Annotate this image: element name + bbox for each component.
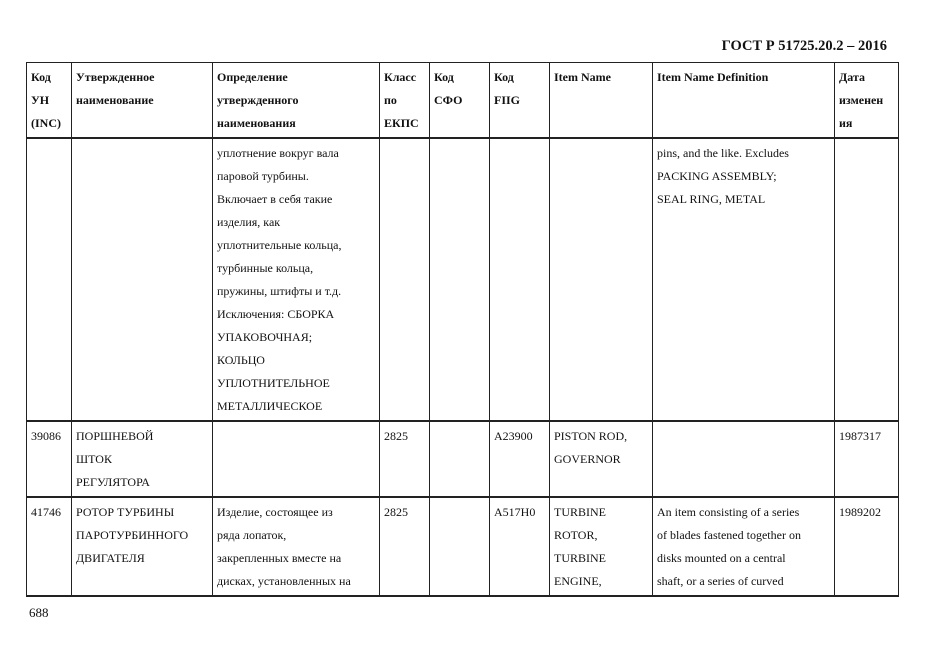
cell-text-line: ДВИГАТЕЛЯ	[76, 551, 145, 565]
cell-text-line: pins, and the like. Excludes	[657, 146, 789, 160]
cell-text-line: РОТОР ТУРБИНЫ	[76, 505, 175, 519]
cell-text-line: ПОРШНЕВОЙ	[76, 429, 154, 443]
cell-fiig	[490, 138, 550, 421]
header-class	[380, 63, 430, 139]
cell-date	[835, 497, 899, 596]
cell-text-line: disks mounted on a central	[657, 551, 786, 565]
header-text-line: Определение	[217, 70, 288, 84]
cell-text-line: уплотнительные кольца,	[217, 238, 342, 252]
cell-text-line: TURBINE	[554, 551, 606, 565]
header-text-line: (INC)	[31, 116, 61, 130]
cell-fiig	[490, 497, 550, 596]
header-text-line: Item Name	[554, 70, 611, 84]
cell-text-line: 39086	[31, 429, 61, 443]
cell-sfo	[430, 138, 490, 421]
cell-text-line: of blades fastened together on	[657, 528, 801, 542]
cell-text-line: Исключения: СБОРКА	[217, 307, 335, 321]
cell-text-line: дисках, установленных на	[217, 574, 351, 588]
header-text-line: УН	[31, 93, 50, 107]
header-text-line: ия	[839, 116, 853, 130]
cell-text-line: A23900	[494, 429, 533, 443]
cell-text-line: уплотнение вокруг вала	[217, 146, 339, 160]
cell-text-line: 1989202	[839, 505, 881, 519]
header-text-line: Item Name Definition	[657, 70, 769, 84]
cell-name-ru	[72, 421, 213, 497]
cell-inc	[27, 421, 72, 497]
cell-text-line: МЕТАЛЛИЧЕСКОЕ	[217, 399, 323, 413]
cell-text-line: изделия, как	[217, 215, 281, 229]
table-row	[27, 138, 899, 421]
cell-item-def	[653, 421, 835, 497]
cell-text-line: A517H0	[494, 505, 536, 519]
cell-text-line: Включает в себя такие	[217, 192, 333, 206]
cell-text-line: УПАКОВОЧНАЯ;	[217, 330, 313, 344]
header-text-line: СФО	[434, 93, 463, 107]
header-text-line: наименования	[217, 116, 296, 130]
cell-name-ru	[72, 497, 213, 596]
header-text-line: по	[384, 93, 397, 107]
table-header-row	[27, 63, 899, 139]
header-text-line: Утвержденное	[76, 70, 155, 84]
cell-text-line: закрепленных вместе на	[217, 551, 342, 565]
cell-name-ru	[72, 138, 213, 421]
header-text-line: FIIG	[494, 93, 521, 107]
header-text-line: Код	[434, 70, 454, 84]
cell-class	[380, 497, 430, 596]
cell-text-line: паровой турбины.	[217, 169, 309, 183]
header-text-line: изменен	[839, 93, 884, 107]
cell-sfo	[430, 497, 490, 596]
cell-text-line: пружины, штифты и т.д.	[217, 284, 342, 298]
cell-def-ru	[213, 497, 380, 596]
header-def-ru	[213, 63, 380, 139]
header-item-name	[550, 63, 653, 139]
cell-inc	[27, 138, 72, 421]
cell-item-def	[653, 497, 835, 596]
cell-text-line: PISTON ROD,	[554, 429, 628, 443]
cell-text-line: Изделие, состоящее из	[217, 505, 333, 519]
header-fiig	[490, 63, 550, 139]
cell-item-def	[653, 138, 835, 421]
header-item-def	[653, 63, 835, 139]
header-name-ru	[72, 63, 213, 139]
cell-text-line: ENGINE,	[554, 574, 602, 588]
cell-text-line: 2825	[384, 505, 408, 519]
cell-text-line: ШТОК	[76, 452, 112, 466]
cell-date	[835, 138, 899, 421]
header-text-line: Код	[31, 70, 51, 84]
header-text-line: ЕКПС	[384, 116, 419, 130]
cell-text-line: турбинные кольца,	[217, 261, 314, 275]
cell-item-name	[550, 138, 653, 421]
page-number: 688	[29, 605, 49, 620]
cell-item-name	[550, 497, 653, 596]
cell-text-line: An item consisting of a series	[657, 505, 800, 519]
cell-text-line: РЕГУЛЯТОРА	[76, 475, 150, 489]
cell-text-line: КОЛЬЦО	[217, 353, 265, 367]
table-row	[27, 421, 899, 497]
header-text-line: наименование	[76, 93, 154, 107]
cell-text-line: PACKING ASSEMBLY;	[657, 169, 777, 183]
cell-text-line: GOVERNOR	[554, 452, 621, 466]
header-sfo	[430, 63, 490, 139]
cell-item-name	[550, 421, 653, 497]
cell-text-line: ряда лопаток,	[217, 528, 287, 542]
cell-text-line: SEAL RING, METAL	[657, 192, 766, 206]
header-date	[835, 63, 899, 139]
cell-def-ru	[213, 138, 380, 421]
cell-text-line: shaft, or a series of curved	[657, 574, 784, 588]
cell-inc	[27, 497, 72, 596]
header-text-line: Дата	[839, 70, 865, 84]
cell-sfo	[430, 421, 490, 497]
cell-text-line: УПЛОТНИТЕЛЬНОЕ	[217, 376, 330, 390]
cell-class	[380, 138, 430, 421]
cell-text-line: TURBINE	[554, 505, 606, 519]
standard-designation: ГОСТ Р 51725.20.2 – 2016	[721, 38, 887, 54]
cell-text-line: ROTOR,	[554, 528, 598, 542]
cell-text-line: ПАРОТУРБИННОГО	[76, 528, 189, 542]
cell-text-line: 2825	[384, 429, 408, 443]
cell-class	[380, 421, 430, 497]
table-row	[27, 497, 899, 596]
cell-def-ru	[213, 421, 380, 497]
header-text-line: Код	[494, 70, 514, 84]
cell-text-line: 1987317	[839, 429, 881, 443]
cell-date	[835, 421, 899, 497]
header-text-line: утвержденного	[217, 93, 299, 107]
header-text-line: Класс	[384, 70, 417, 84]
classification-table	[26, 62, 899, 597]
cell-text-line: 41746	[31, 505, 61, 519]
header-inc	[27, 63, 72, 139]
cell-fiig	[490, 421, 550, 497]
